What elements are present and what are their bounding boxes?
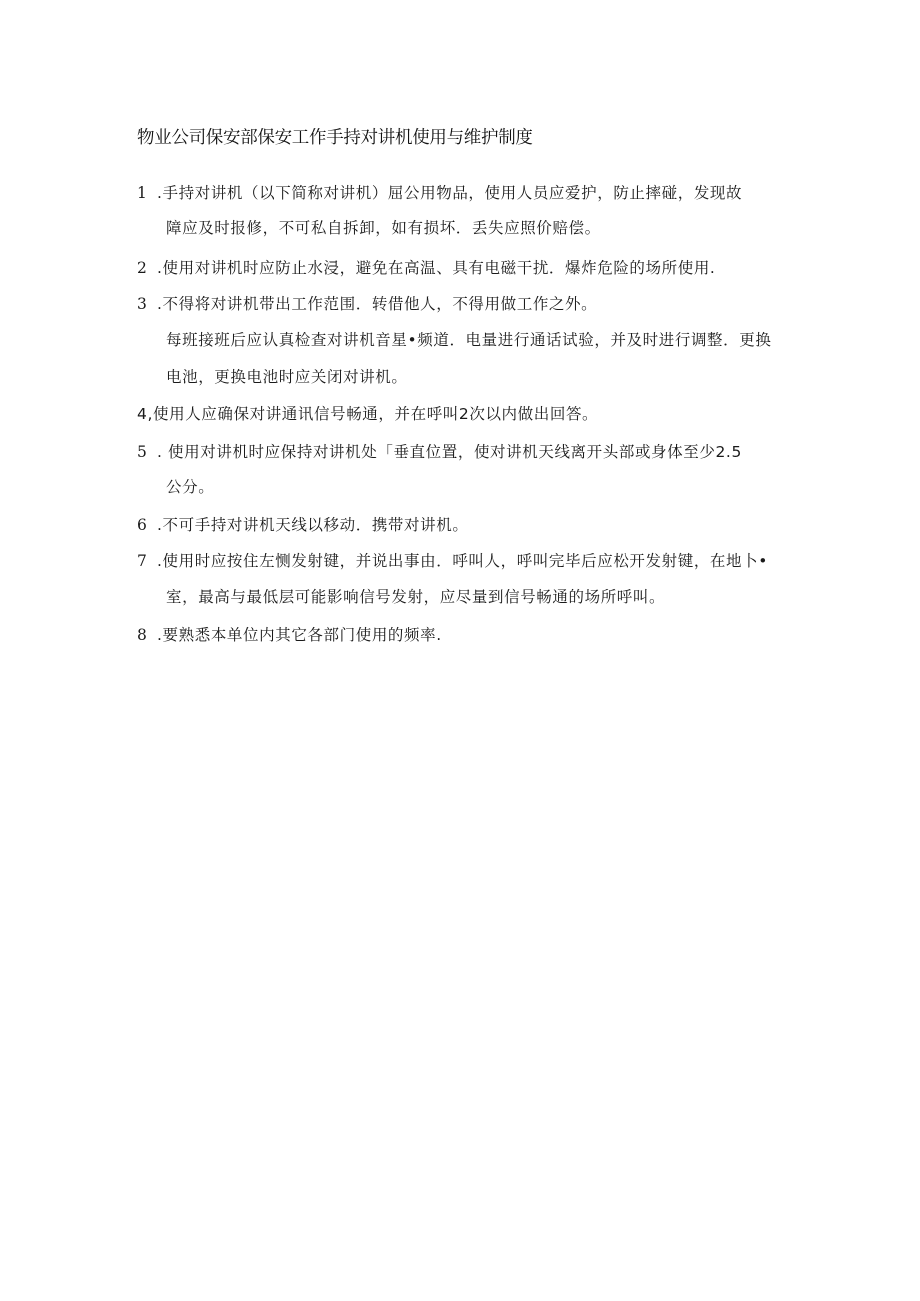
item-3-line-1: .不得将对讲机带出工作范围．转借他人，不得用做工作之外。 xyxy=(157,295,598,313)
document-title: 物业公司保安部保安工作手持对讲机使用与维护制度 xyxy=(137,128,533,148)
item-2-line-1: .使用对讲机时应防止水浸，避免在高温、具有电磁干扰．爆炸危险的场所使用. xyxy=(157,259,716,277)
paragraph-check-line-1: 每班接班后应认真检查对讲机音星•频道．电量进行通话试验，并及时进行调整．更换 xyxy=(166,331,772,349)
item-7-line-2: 室，最高与最低层可能影响信号发射，应尽量到信号畅通的场所呼叫。 xyxy=(166,588,666,606)
item-4-line-1: 4,使用人应确保对讲通讯信号畅通，并在呼叫2次以内做出回答。 xyxy=(137,405,599,423)
item-6-number: 6 xyxy=(137,516,147,534)
item-1-line-2: 障应及时报修，不可私自拆卸，如有损坏．丢失应照价赔偿。 xyxy=(166,219,601,237)
item-5-line-2: 公分。 xyxy=(166,478,215,496)
item-3-number: 3 xyxy=(137,295,147,313)
item-5-number: 5 xyxy=(137,443,147,461)
item-1-number: 1 xyxy=(137,184,147,202)
item-1-line-1: .手持对讲机（以下简称对讲机）屈公用物品，使用人员应爱护，防止摔碰，发现故 xyxy=(157,184,743,202)
paragraph-check-line-2: 电池，更换电池时应关闭对讲机。 xyxy=(166,368,408,386)
item-7-line-1: .使用时应按住左恻发射键，并说出事由．呼叫人，呼叫完毕后应松开发射键，在地卜• xyxy=(157,552,768,570)
item-6-line-1: .不可手持对讲机天线以移动．携带对讲机。 xyxy=(157,516,469,534)
item-2-number: 2 xyxy=(137,259,147,277)
item-8-number: 8 xyxy=(137,626,147,644)
item-7-number: 7 xyxy=(137,552,147,570)
item-5-line-1: . 使用对讲机时应保持对讲机处「垂直位置，使对讲机天线离开头部或身体至少2.5 xyxy=(157,443,742,461)
item-8-line-1: .要熟悉本单位内其它各部门使用的频率. xyxy=(157,626,442,644)
